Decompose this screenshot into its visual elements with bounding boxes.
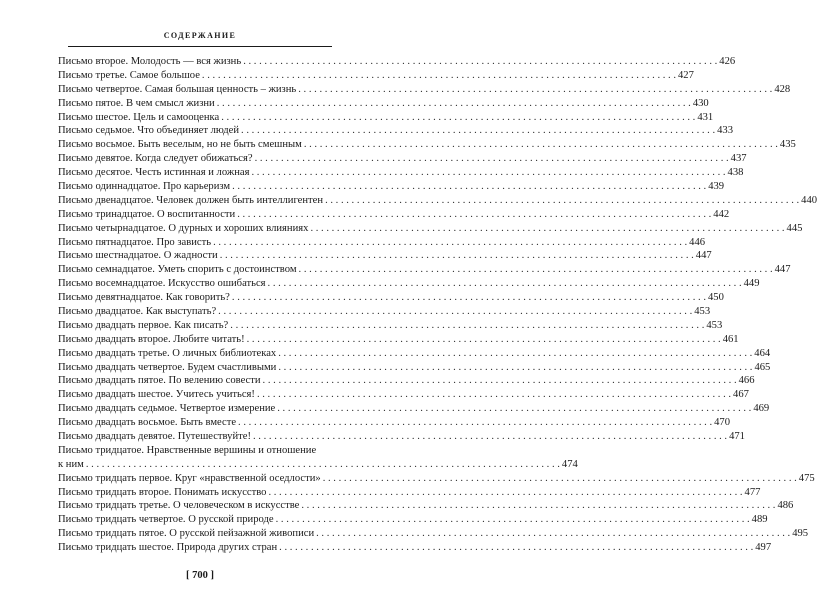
toc-entry [58,374,755,388]
toc-entry-title: Письмо четырнадцатое. О дурных и хороших влияниях [58,222,309,234]
toc-entry-title: Письмо шестнадцатое. О жадности [58,250,218,262]
dot-leader [253,430,727,444]
toc-entry-page: 486 [777,500,794,512]
toc-entry-title: Письмо двадцать третье. О личных библиотеках [58,347,277,359]
dot-leader [268,486,742,500]
toc-entry-title: Письмо двадцать восьмое. Быть вместе [58,417,237,429]
dot-leader [213,236,687,250]
toc-entry-title: Письмо тридцать четвертое. О русской природе [58,514,274,526]
toc-entry [58,277,760,291]
toc-entry-title: Письмо тринадцатое. О воспитанности [58,208,236,220]
toc-entry-title: Письмо двадцатое. Как выступать? [58,306,217,318]
toc-entry-page: 467 [733,389,749,401]
toc-entry-page: 442 [713,208,730,220]
toc-entry-page: 474 [561,458,578,470]
toc-entry-page: 477 [744,486,761,498]
toc-entry-page: 470 [714,417,731,429]
toc-entry-page: 433 [717,125,734,137]
toc-entry-title: Письмо семнадцатое. Уметь спорить с достоинством [58,264,297,276]
toc-entry-page: 495 [792,528,809,540]
toc-entry-page: 439 [708,181,725,192]
dot-leader [325,194,799,208]
toc-entry [58,472,815,486]
toc-entry [58,55,736,69]
toc-entry-title: Письмо двадцать шестое. Учитесь учиться! [58,389,255,401]
dot-leader [202,69,676,83]
toc-entry-title: Письмо девятнадцатое. Как говорить? [58,292,230,304]
toc-entry [58,527,809,541]
dot-leader [251,166,725,180]
toc-entry-title: Письмо второе. Молодость — вся жизнь [58,55,242,67]
toc-entry-page: 438 [727,167,744,179]
dot-leader [220,249,694,263]
toc-entry [58,319,723,333]
toc-entry-page: 453 [694,306,711,318]
dot-leader [237,208,711,222]
toc-entry-page: 471 [729,431,745,443]
toc-entry [58,97,709,111]
toc-entry-title: Письмо четвертое. Самая большая ценность – жизнь [58,83,297,95]
toc-entry [58,416,731,430]
toc-entry [58,333,739,347]
dot-leader [277,402,751,416]
toc-entry-page: 427 [678,69,694,81]
dot-leader [316,527,790,541]
toc-entry-title: Письмо третье. Самое большое [58,69,200,81]
dot-leader [86,458,560,472]
toc-entry [58,138,796,152]
toc-entry [58,388,749,402]
toc-entry [58,402,770,416]
toc-entry-title: Письмо восьмое. Быть веселым, но не быть смешным [58,139,302,151]
dot-leader [218,305,692,319]
toc-entry [58,305,711,319]
toc-entry-page: 447 [695,250,712,262]
running-header: СОДЕРЖАНИЕ [163,31,237,40]
toc-entry [58,166,744,180]
toc-entry [58,208,730,222]
dot-leader [310,222,784,236]
toc-entry-title: Письмо двадцать четвертое. Будем счастливыми [58,361,277,373]
dot-leader [217,97,691,111]
toc-entry-page: 450 [707,292,724,304]
dot-leader [279,541,753,555]
toc-entry-page: 430 [692,97,709,109]
toc-entry [58,444,343,458]
dot-leader [278,361,752,375]
toc-entry [58,180,725,194]
toc-entry-title: Письмо двенадцатое. Человек должен быть интеллигентен [58,194,324,206]
toc-entry-title: Письмо одиннадцатое. Про карьеризм [58,181,231,192]
dot-leader [247,333,721,347]
toc-entry-page: 435 [779,139,796,151]
toc-entry-page: 469 [753,403,770,415]
toc-entry [58,430,745,444]
toc-entry-page: 497 [755,542,772,554]
toc-entry [58,263,791,277]
toc-entry-page: 431 [697,111,714,123]
toc-entry-title: Письмо двадцать девятое. Путешествуйте! [58,431,251,443]
toc-entry-title: Письмо пятнадцатое. Про зависть [58,236,212,248]
dot-leader [268,277,742,291]
dot-leader [232,180,706,194]
toc-entry-page: 446 [689,236,706,248]
toc-entry-title: Письмо тридцатое. Нравственные вершины и отношение [58,444,317,456]
toc-entry [58,111,714,125]
toc-entry-title: Письмо десятое. Честь истинная и ложная [58,167,250,179]
page-number: [ 700 ] [186,570,214,581]
toc-entry-page: 465 [754,361,771,373]
toc-entry [58,194,817,208]
toc-entry-title: Письмо двадцать второе. Любите читать! [58,333,245,345]
toc-entry-title: Письмо двадцать первое. Как писать? [58,319,229,331]
toc-entry-title: Письмо девятое. Когда следует обижаться? [58,153,253,165]
dot-leader [304,138,778,152]
dot-leader [278,347,752,361]
toc-entry-title: Письмо тридцать пятое. О русской пейзажной живописи [58,528,315,540]
toc-entry-title: Письмо седьмое. Что объединяет людей [58,125,240,137]
dot-leader [241,124,715,138]
toc-entry-page: 440 [801,194,817,206]
toc-entry [58,361,771,375]
toc-entry [58,500,794,514]
toc-entry [58,83,791,97]
toc-entry-title: Письмо двадцать пятое. По велению совести [58,375,261,387]
toc-entry-page: 489 [751,514,768,526]
toc-entry-page: 426 [719,55,736,67]
toc-entry [58,222,803,236]
toc-entry-page: 449 [743,278,760,290]
toc-entry-title: Письмо двадцать седьмое. Четвертое измерение [58,403,276,415]
toc-entry-page: 466 [738,375,755,387]
toc-entry-title: Письмо тридцать шестое. Природа других стран [58,542,278,554]
toc-entry [58,236,706,250]
toc-entry-page: 437 [730,153,747,165]
dot-leader [243,55,717,69]
dot-leader [298,83,772,97]
dot-leader [263,374,737,388]
toc-entry [58,347,771,361]
toc-entry [58,486,761,500]
toc-entry-title: Письмо восемнадцатое. Искусство ошибаться [58,278,266,290]
toc-entry [58,249,712,263]
dot-leader [221,111,695,125]
toc-entry-continuation [58,458,578,472]
toc-entry-title: Письмо тридцать второе. Понимать искусство [58,486,267,498]
toc-entry [58,69,694,83]
toc-entry-page: 447 [774,264,791,276]
dot-leader [276,513,750,527]
toc-entry [58,513,768,527]
toc-entry-page: 475 [798,472,815,484]
dot-leader [230,319,704,333]
toc-entry-page: 464 [754,347,771,359]
toc-entry [58,291,724,305]
toc-entry-title: Письмо шестое. Цель и самооценка [58,111,220,123]
toc-entry-page: 428 [774,83,791,95]
dot-leader [323,472,797,486]
toc-entry-title: Письмо тридцать третье. О человеческом в искусстве [58,500,300,512]
toc-entry [58,152,747,166]
table-of-contents [58,55,817,555]
toc-entry-title: Письмо пятое. В чем смысл жизни [58,97,215,109]
dot-leader [255,152,729,166]
toc-entry-title: Письмо тридцать первое. Круг «нравственной оседлости» [58,472,321,484]
header-rule [68,46,332,47]
dot-leader [299,263,773,277]
dot-leader [238,416,712,430]
toc-entry-page: 461 [722,333,739,345]
toc-entry-title-continuation: к ним [58,458,84,470]
toc-entry [58,124,734,138]
toc-entry-page: 445 [786,222,803,234]
toc-entry [58,541,772,555]
dot-leader [301,499,775,513]
toc-entry-page: 453 [706,319,723,331]
dot-leader [232,291,706,305]
dot-leader [257,388,731,402]
